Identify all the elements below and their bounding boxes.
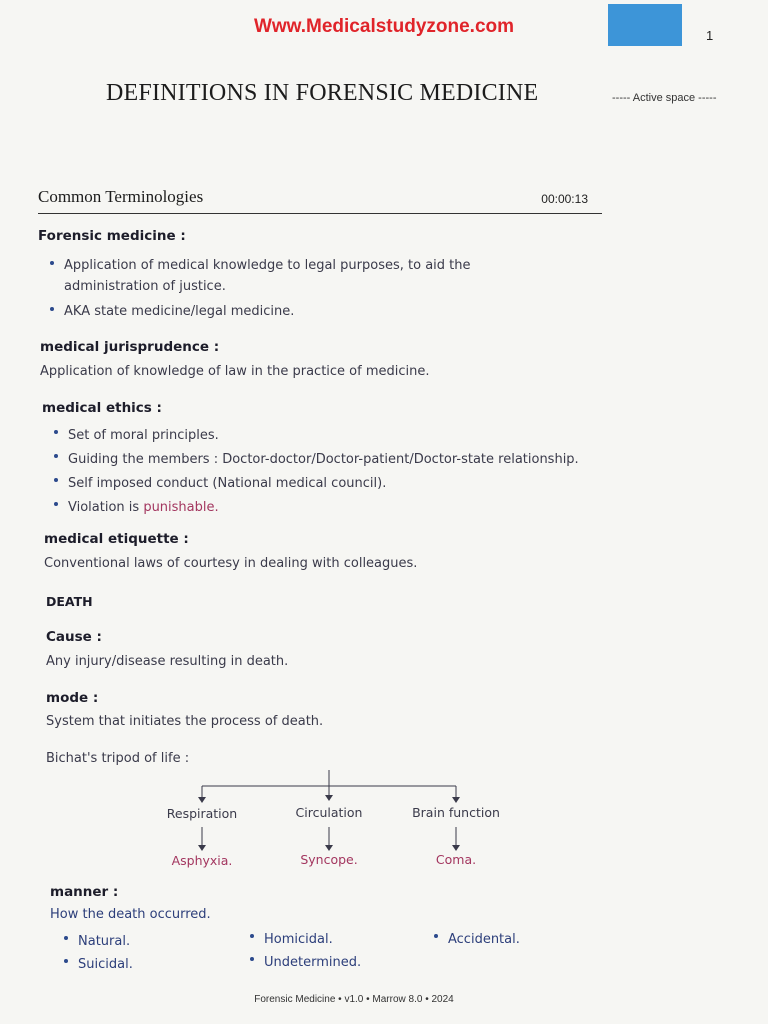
punishable-highlight: punishable. [143,500,219,515]
active-space-label: ----- Active space ----- [612,92,717,104]
page-number: 1 [706,28,714,43]
list-item: Self imposed conduct (National medical council). [54,472,614,496]
manner-list-col2 [250,928,410,974]
tripod-respiration: Respiration [166,806,238,821]
list-item: Accidental. [434,928,584,951]
manner-list-col1 [64,930,214,976]
mode-heading: mode : [46,690,99,706]
medical-jurisprudence-heading: medical jurisprudence : [40,339,220,355]
manner-text: How the death occurred. [50,907,211,922]
tripod-heading: Bichat's tripod of life : [46,751,190,766]
death-heading: DEATH [46,594,93,609]
list-item: Set of moral principles. [54,424,614,448]
medical-ethics-heading: medical ethics : [42,400,162,416]
manner-list-col3 [434,928,584,951]
medical-etiquette-heading: medical etiquette : [44,531,189,547]
site-url: Www.Medicalstudyzone.com [253,16,515,37]
list-item: Natural. [64,930,214,953]
timestamp: 00:00:13 [541,192,588,206]
tripod-coma: Coma. [435,852,477,867]
manner-heading: manner : [50,884,119,900]
page-title: DEFINITIONS IN FORENSIC MEDICINE [106,80,539,106]
list-item: Application of medical knowledge to legal purposes, to aid the administration of justice. [50,255,490,297]
cause-heading: Cause : [46,629,102,645]
list-item: Guiding the members : Doctor-doctor/Doctor-patient/Doctor-state relationship. [54,448,614,472]
list-item: Homicidal. [250,928,410,951]
section-title: Common Terminologies [38,187,204,206]
tripod-brain-function: Brain function [412,805,500,820]
list-item-text: Violation is [68,500,144,515]
cause-text: Any injury/disease resulting in death. [46,654,289,669]
tripod-syncope: Syncope. [300,852,358,867]
list-item: Suicidal. [64,953,214,976]
page-footer: Forensic Medicine • v1.0 • Marrow 8.0 • 2024 [254,994,454,1005]
list-item: AKA state medicine/legal medicine. [50,301,490,322]
tripod-circulation: Circulation [295,805,363,820]
medical-etiquette-text: Conventional laws of courtesy in dealing with colleagues. [44,556,418,571]
list-item: Undetermined. [250,951,410,974]
medical-jurisprudence-text: Application of knowledge of law in the practice of medicine. [40,364,430,379]
mode-text: System that initiates the process of death. [46,714,324,729]
forensic-medicine-heading: Forensic medicine : [38,228,186,244]
tripod-asphyxia: Asphyxia. [171,853,233,868]
